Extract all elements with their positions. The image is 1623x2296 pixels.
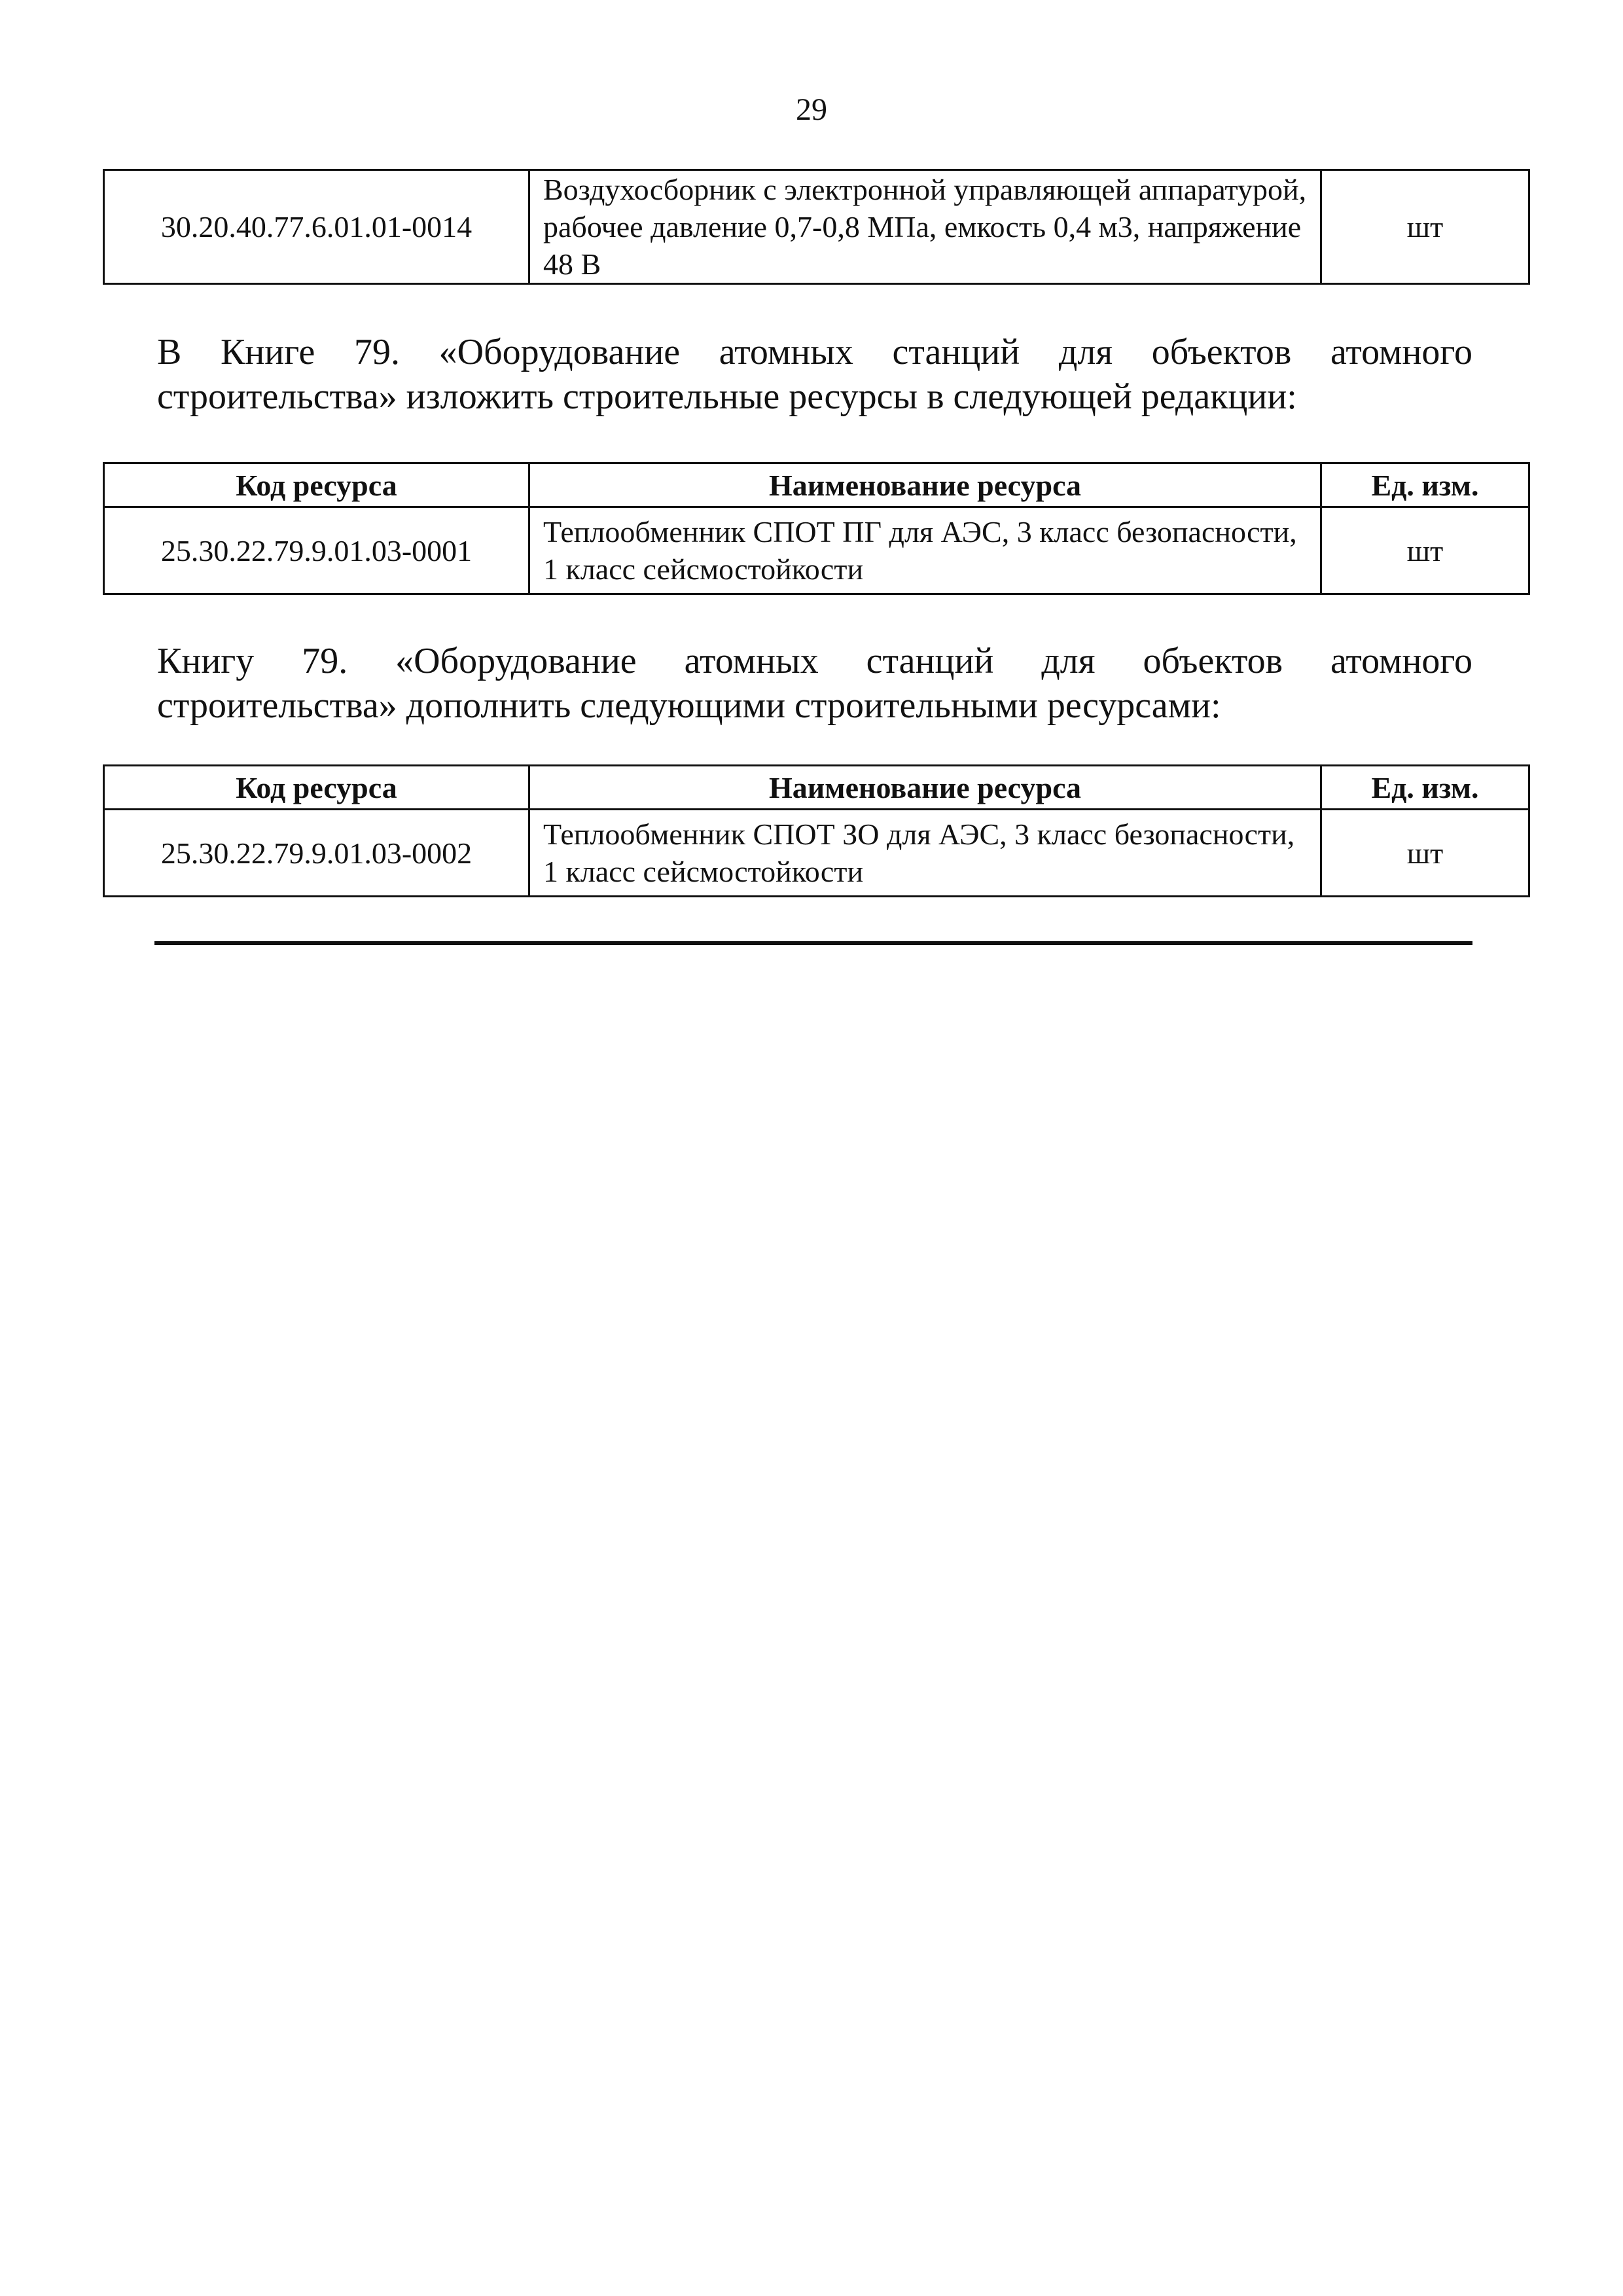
header-name: Наименование ресурса <box>529 463 1321 507</box>
resource-name-cell: Теплообменник СПОТ ЗО для АЭС, 3 класс безопасности, 1 класс сейсмостойкости <box>529 810 1321 897</box>
page-number: 29 <box>796 92 827 127</box>
resource-table-add <box>103 764 1530 897</box>
resource-code-cell: 25.30.22.79.9.01.03-0002 <box>104 810 529 897</box>
paragraph-line: строительства» дополнить следующими строительными ресурсами: <box>157 685 1221 726</box>
resource-code-cell: 25.30.22.79.9.01.03-0001 <box>104 507 529 594</box>
resource-unit-cell: шт <box>1321 507 1529 594</box>
paragraph-line: строительства» изложить строительные ресурсы в следующей редакции: <box>157 376 1297 417</box>
resource-unit-cell: шт <box>1321 170 1529 284</box>
paragraph-line: В Книге 79. «Оборудование атомных станций для объектов атомного <box>157 332 1472 372</box>
table-row <box>104 507 1529 594</box>
header-code: Код ресурса <box>104 463 529 507</box>
paragraph-add-resources <box>157 639 1472 728</box>
resource-code-cell: 30.20.40.77.6.01.01-0014 <box>104 170 529 284</box>
resource-table-continued <box>103 169 1530 285</box>
resource-table-replace <box>103 462 1530 595</box>
resource-unit-cell: шт <box>1321 810 1529 897</box>
paragraph-replace-resources <box>157 330 1472 419</box>
header-name: Наименование ресурса <box>529 766 1321 810</box>
resource-name-cell: Воздухосборник с электронной управляющей аппаратурой, рабочее давление 0,7-0,8 МПа, емкость 0,4 м3, напряжение 48 В <box>529 170 1321 284</box>
paragraph-line: Книгу 79. «Оборудование атомных станций для объектов атомного <box>157 641 1472 681</box>
table-header-row <box>104 463 1529 507</box>
end-of-document-rule <box>154 941 1472 945</box>
table-row <box>104 810 1529 897</box>
header-unit: Ед. изм. <box>1321 463 1529 507</box>
table-header-row <box>104 766 1529 810</box>
table-row <box>104 170 1529 284</box>
header-unit: Ед. изм. <box>1321 766 1529 810</box>
resource-name-cell: Теплообменник СПОТ ПГ для АЭС, 3 класс безопасности, 1 класс сейсмостойкости <box>529 507 1321 594</box>
header-code: Код ресурса <box>104 766 529 810</box>
